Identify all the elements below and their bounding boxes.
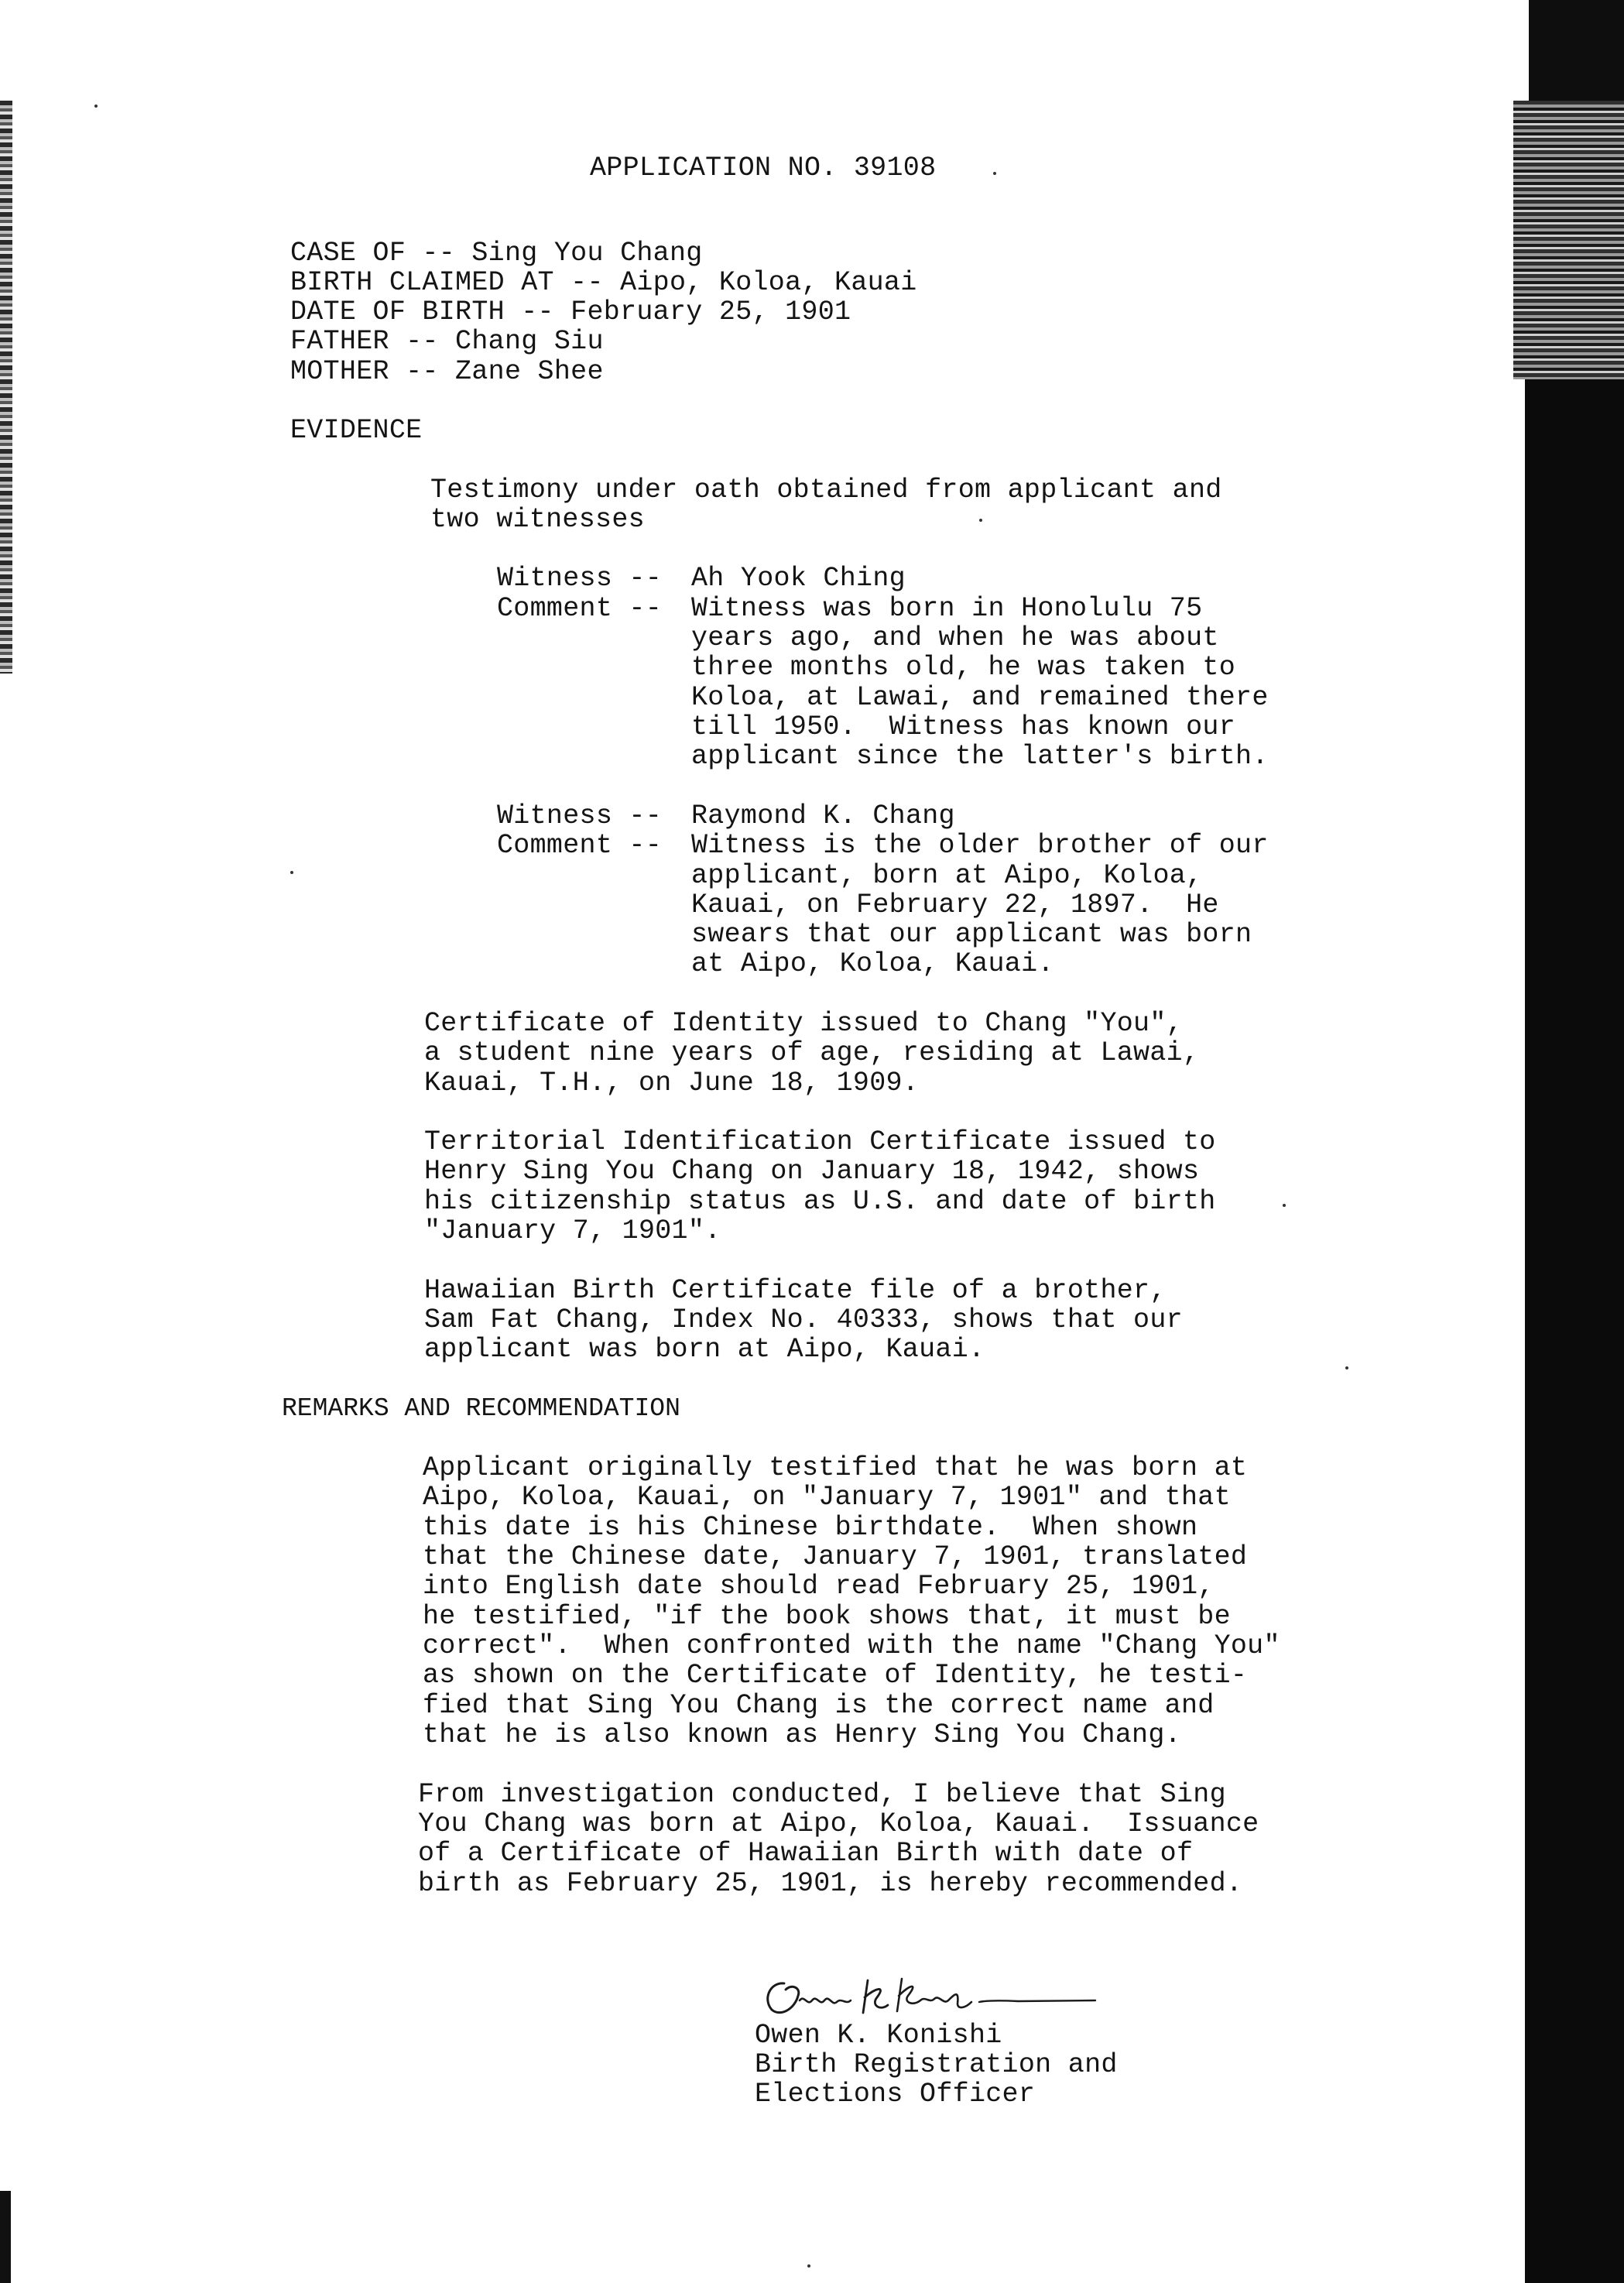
remarks-paragraph-line: that the Chinese date, January 7, 1901, translated [423,1541,1248,1572]
remarks-paragraph-line: as shown on the Certificate of Identity, he testi- [423,1660,1248,1691]
remarks-paragraph-line: Aipo, Koloa, Kauai, on "January 7, 1901" and that [423,1482,1231,1513]
scan-speck [1345,1366,1348,1369]
remarks-paragraph-line: that he is also known as Henry Sing You Chang. [423,1719,1181,1750]
application-number: APPLICATION NO. 39108 [590,153,937,183]
remarks-paragraph-line: You Chang was born at Aipo, Koloa, Kauai. Issuance [418,1808,1259,1839]
signatory-title: Elections Officer [755,2079,1036,2110]
scan-edge-right [1525,379,1624,2283]
signatory-title: Birth Registration and [755,2049,1118,2080]
evidence-paragraph-line: applicant was born at Aipo, Kauai. [424,1334,985,1365]
scan-speck [993,172,996,175]
remarks-paragraph-line: correct". When confronted with the name "Chang You" [423,1630,1280,1661]
evidence-paragraph-line: Territorial Identification Certificate issued to [424,1126,1216,1157]
scan-edge-right-top [1529,0,1624,101]
remarks-paragraph-line: this date is his Chinese birthdate. When shown [423,1512,1198,1543]
case-of-line: CASE OF -- Sing You Chang [290,238,703,269]
birth-claimed-line: BIRTH CLAIMED AT -- Aipo, Koloa, Kauai [290,267,917,298]
evidence-paragraph-line: Certificate of Identity issued to Chang "You", [424,1008,1183,1039]
comment-line: Koloa, at Lawai, and remained there [691,682,1269,713]
scan-edge-left-bottom [0,2191,11,2283]
comment-line: applicant since the latter's birth. [691,741,1269,772]
witness-label: Witness -- [497,800,663,831]
evidence-paragraph-line: Henry Sing You Chang on January 18, 1942, shows [424,1156,1200,1187]
evidence-heading: EVIDENCE [290,415,423,446]
scan-speck [290,871,293,874]
comment-line: Witness was born in Honolulu 75 [691,593,1203,624]
witness-label: Witness -- [497,563,663,594]
comment-line: applicant, born at Aipo, Koloa, [691,860,1203,891]
witness-name: Ah Yook Ching [691,563,906,594]
comment-line: at Aipo, Koloa, Kauai. [691,948,1054,979]
comment-line: years ago, and when he was about [691,622,1219,653]
mother-line: MOTHER -- Zane Shee [290,356,604,387]
remarks-paragraph-line: fied that Sing You Chang is the correct name and [423,1690,1215,1721]
evidence-paragraph-line: Hawaiian Birth Certificate file of a brother, [424,1275,1167,1306]
evidence-intro-line: Testimony under oath obtained from applicant and [430,475,1222,506]
comment-line: Witness is the older brother of our [691,830,1269,861]
evidence-paragraph-line: his citizenship status as U.S. and date of birth [424,1186,1216,1217]
evidence-paragraph-line: Sam Fat Chang, Index No. 40333, shows that our [424,1304,1183,1335]
comment-line: Kauai, on February 22, 1897. He [691,890,1219,920]
evidence-paragraph-line: "January 7, 1901". [424,1215,721,1246]
scan-speck [1283,1204,1286,1207]
evidence-paragraph-line: a student nine years of age, residing at Lawai, [424,1037,1200,1068]
remarks-heading: REMARKS AND RECOMMENDATION [282,1394,680,1423]
comment-line: swears that our applicant was born [691,919,1252,950]
date-of-birth-line: DATE OF BIRTH -- February 25, 1901 [290,297,851,327]
evidence-intro-line: two witnesses [430,504,645,535]
scan-edge-left [0,101,12,674]
comment-line: three months old, he was taken to [691,652,1236,683]
comment-label: Comment -- [497,593,663,624]
father-line: FATHER -- Chang Siu [290,326,604,357]
remarks-paragraph-line: From investigation conducted, I believe that Sing [418,1779,1226,1810]
evidence-paragraph-line: Kauai, T.H., on June 18, 1909. [424,1068,920,1099]
scan-speck [979,519,982,522]
handwritten-signature [755,1966,1111,2021]
scan-edge-right-noise [1513,101,1624,379]
comment-line: till 1950. Witness has known our [691,711,1236,742]
remarks-paragraph-line: he testified, "if the book shows that, it must be [423,1601,1231,1632]
remarks-paragraph-line: of a Certificate of Hawaiian Birth with date of [418,1838,1194,1869]
witness-name: Raymond K. Chang [691,800,955,831]
scan-speck [94,105,98,108]
scan-speck [807,2264,810,2268]
remarks-paragraph-line: birth as February 25, 1901, is hereby recommended. [418,1868,1243,1899]
remarks-paragraph-line: into English date should read February 25, 1901, [423,1571,1215,1602]
signatory-name: Owen K. Konishi [755,2020,1002,2051]
remarks-paragraph-line: Applicant originally testified that he was born at [423,1452,1248,1483]
comment-label: Comment -- [497,830,663,861]
